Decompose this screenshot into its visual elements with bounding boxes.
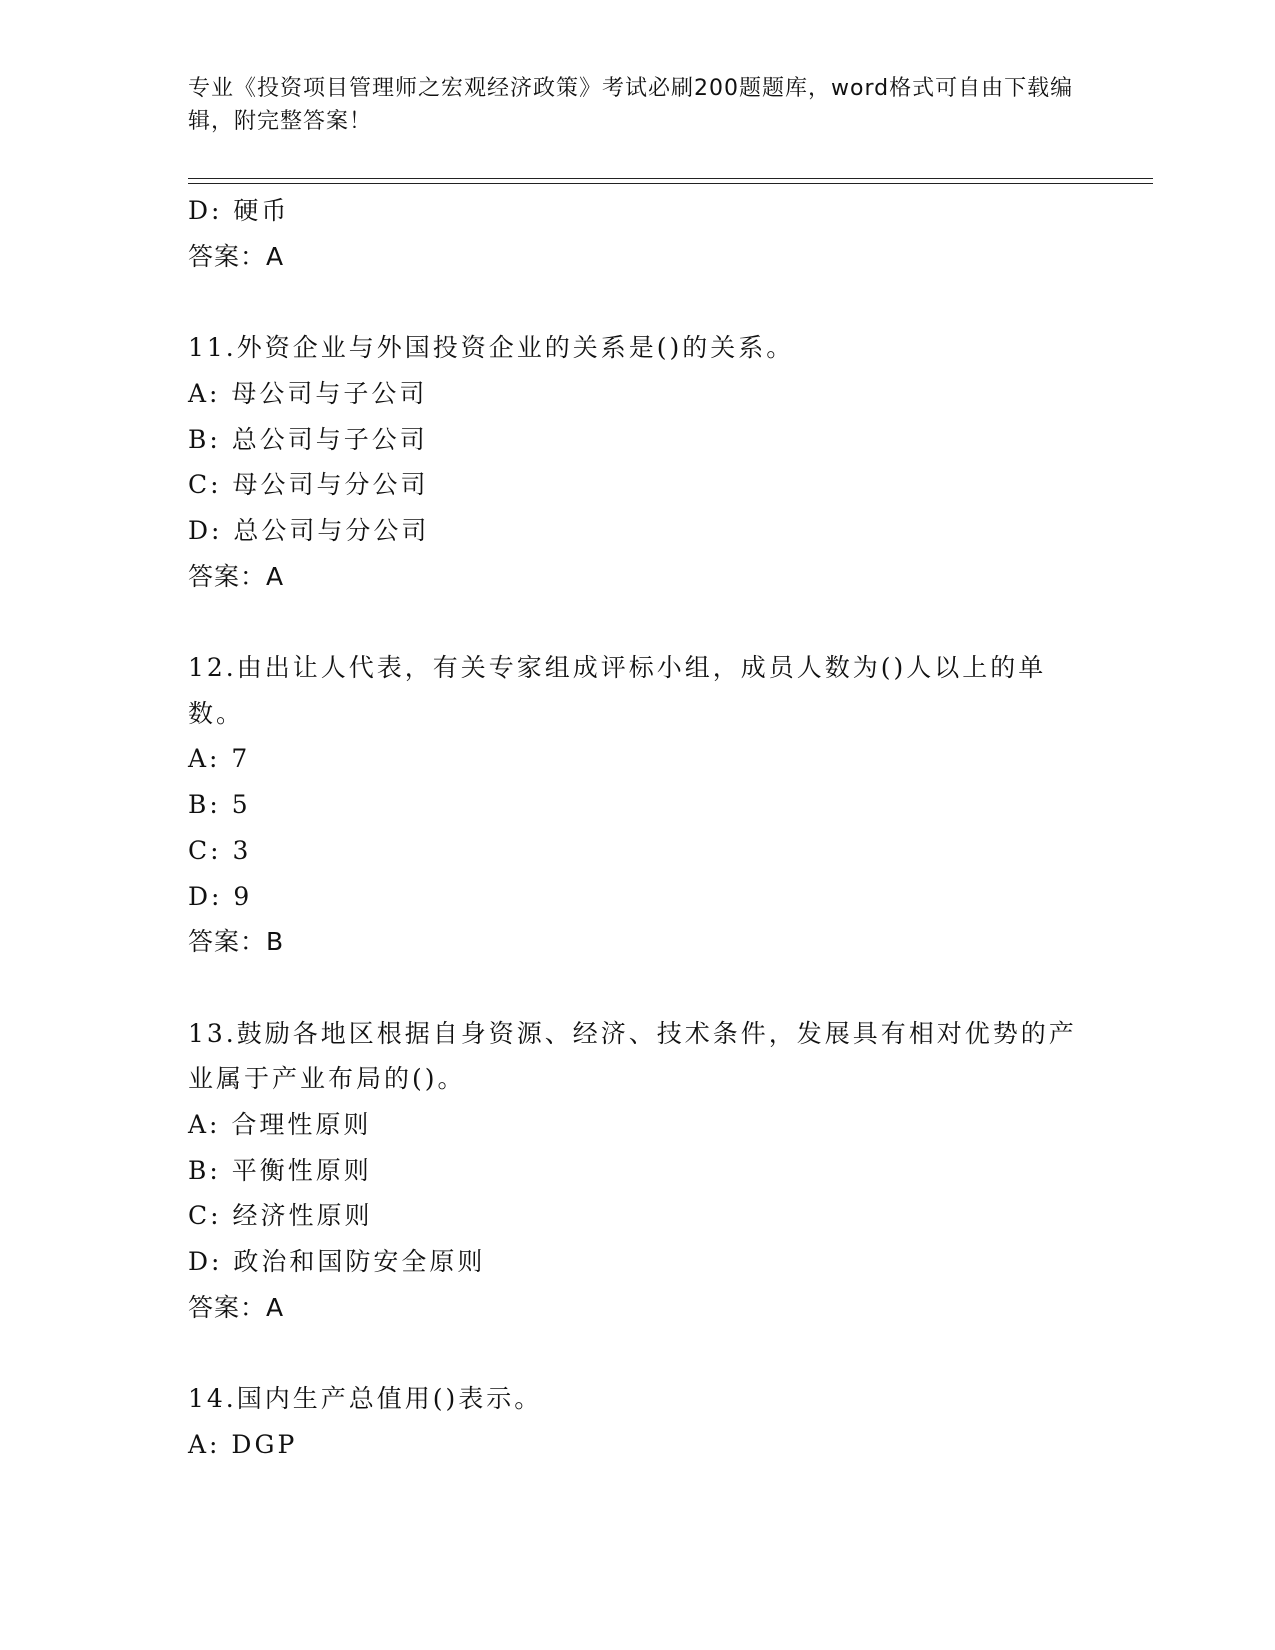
- question-list: [188, 188, 1088, 1468]
- option-a: A: DGP: [188, 1429, 298, 1459]
- prev-answer: 答案：A: [188, 241, 285, 271]
- option-c: C: 经济性原则: [188, 1201, 373, 1231]
- option-b: B: 总公司与子公司: [188, 424, 428, 454]
- document-header: 专业《投资项目管理师之宏观经济政策》考试必刷200题题库，word格式可自由下载编辑，附完整答案！: [188, 76, 1074, 134]
- question-14: [188, 1376, 1088, 1467]
- option-a: A: 母公司与子公司: [188, 378, 428, 408]
- option-d: D: 政治和国防安全原则: [188, 1247, 486, 1277]
- option-c: C: 3: [188, 835, 252, 865]
- question-12: [188, 645, 1088, 965]
- answer: 答案：A: [188, 1292, 285, 1322]
- answer: 答案：A: [188, 561, 285, 591]
- question-stem: 12.由出让人代表，有关专家组成评标小组，成员人数为()人以上的单数。: [188, 653, 1047, 728]
- option-d: D: 9: [188, 881, 253, 911]
- question-13: [188, 1011, 1088, 1331]
- option-c: C: 母公司与分公司: [188, 470, 429, 500]
- option-a: A: 合理性原则: [188, 1110, 372, 1140]
- question-stem: 11.外资企业与外国投资企业的关系是()的关系。: [188, 333, 795, 363]
- header-rule-top: [188, 178, 1153, 179]
- question-11: [188, 325, 1088, 599]
- option-d: D: 总公司与分公司: [188, 515, 430, 545]
- option-b: B: 5: [188, 790, 251, 820]
- question-stem: 13.鼓励各地区根据自身资源、经济、技术条件，发展具有相对优势的产业属于产业布局的()。: [188, 1018, 1077, 1094]
- question-stem: 14.国内生产总值用()表示。: [188, 1384, 543, 1414]
- option-b: B: 平衡性原则: [188, 1155, 372, 1185]
- header-rule-bottom: [188, 183, 1153, 184]
- prev-option-d: D: 硬币: [188, 196, 290, 225]
- answer: 答案：B: [188, 927, 285, 957]
- option-a: A: 7: [188, 744, 251, 774]
